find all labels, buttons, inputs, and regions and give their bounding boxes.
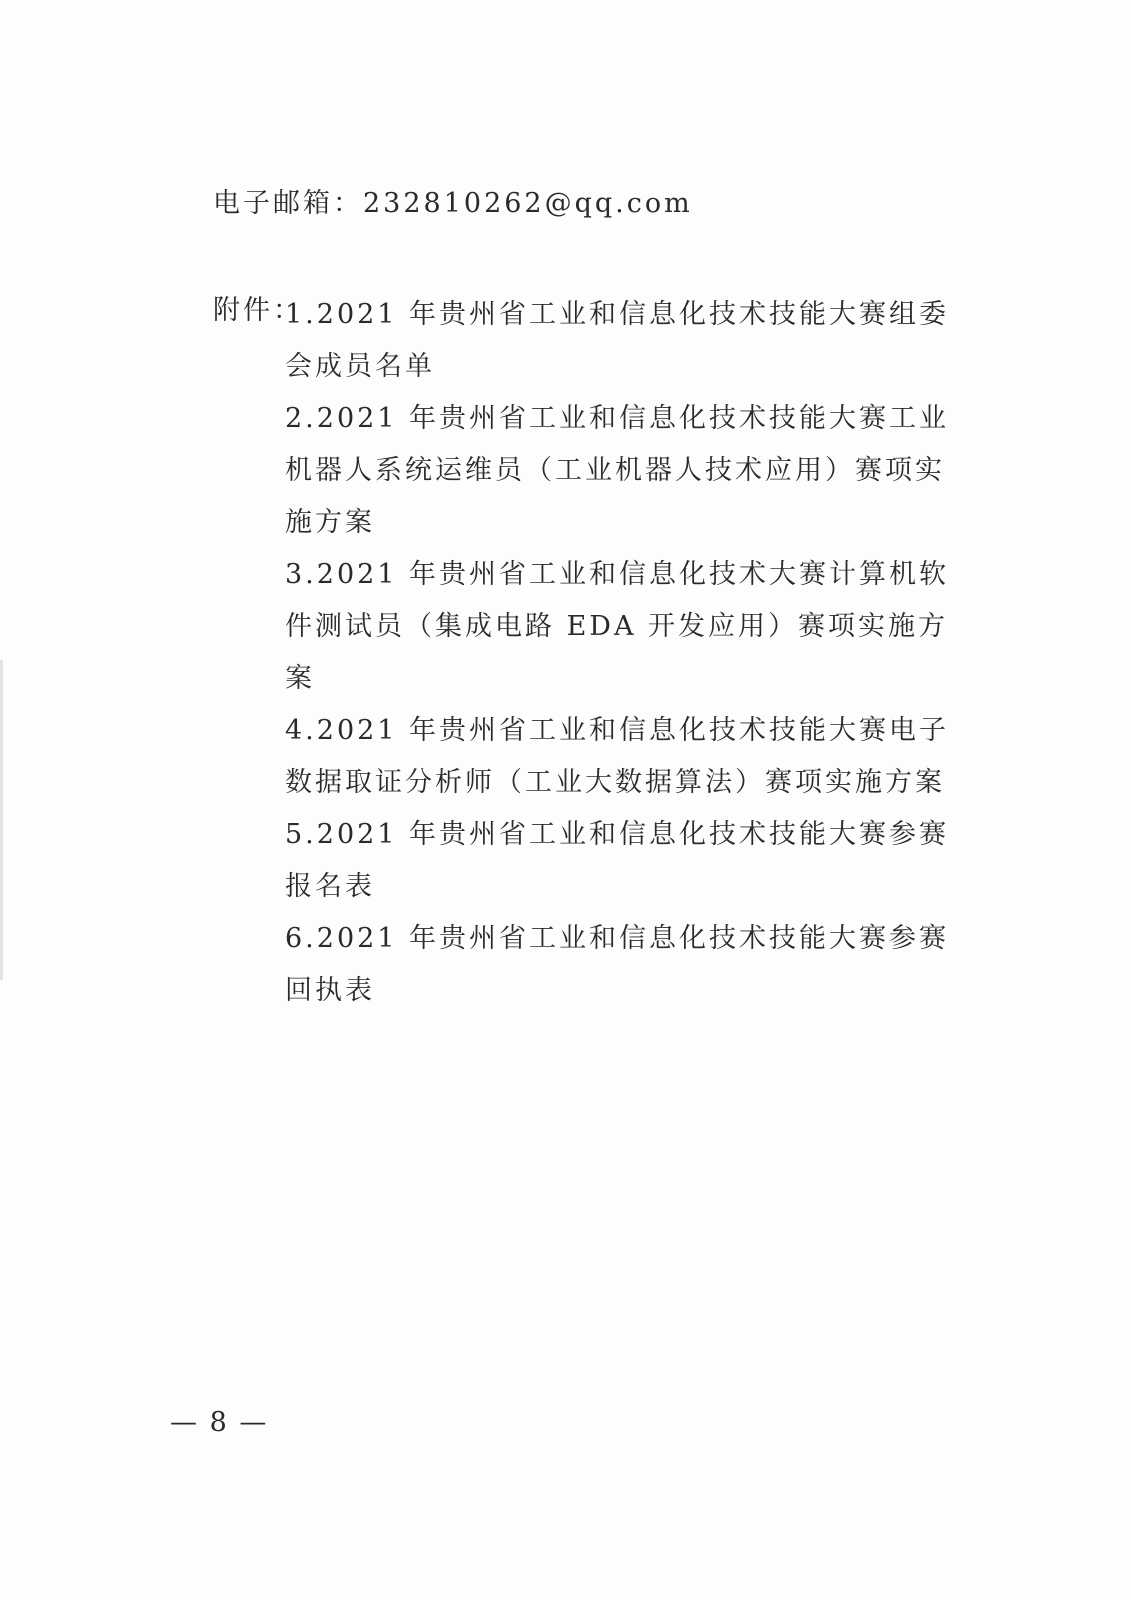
attachment-item-1: 1.2021 年贵州省工业和信息化技术技能大赛组委会成员名单	[285, 299, 950, 382]
attachment-item-3: 3.2021 年贵州省工业和信息化技术大赛计算机软件测试员（集成电路 EDA 开发应用）赛项实施方案	[285, 559, 950, 694]
attachments-list	[285, 289, 965, 1017]
attachment-item-4: 4.2021 年贵州省工业和信息化技术技能大赛电子数据取证分析师（工业大数据算法）赛项实施方案	[285, 715, 950, 798]
attachments-label: 附件：	[213, 295, 303, 326]
attachment-item-5: 5.2021 年贵州省工业和信息化技术技能大赛参赛报名表	[285, 819, 950, 902]
scan-edge-shadow	[0, 660, 3, 980]
attachment-item-6: 6.2021 年贵州省工业和信息化技术技能大赛参赛回执表	[285, 923, 950, 1006]
attachment-item-2: 2.2021 年贵州省工业和信息化技术技能大赛工业机器人系统运维员（工业机器人技术应用）赛项实施方案	[285, 403, 950, 538]
email-label: 电子邮箱：	[213, 188, 363, 219]
email-value: 232810262@qq.com	[363, 188, 693, 219]
page-number: — 8 —	[170, 1407, 269, 1438]
contact-email-line	[213, 182, 693, 226]
